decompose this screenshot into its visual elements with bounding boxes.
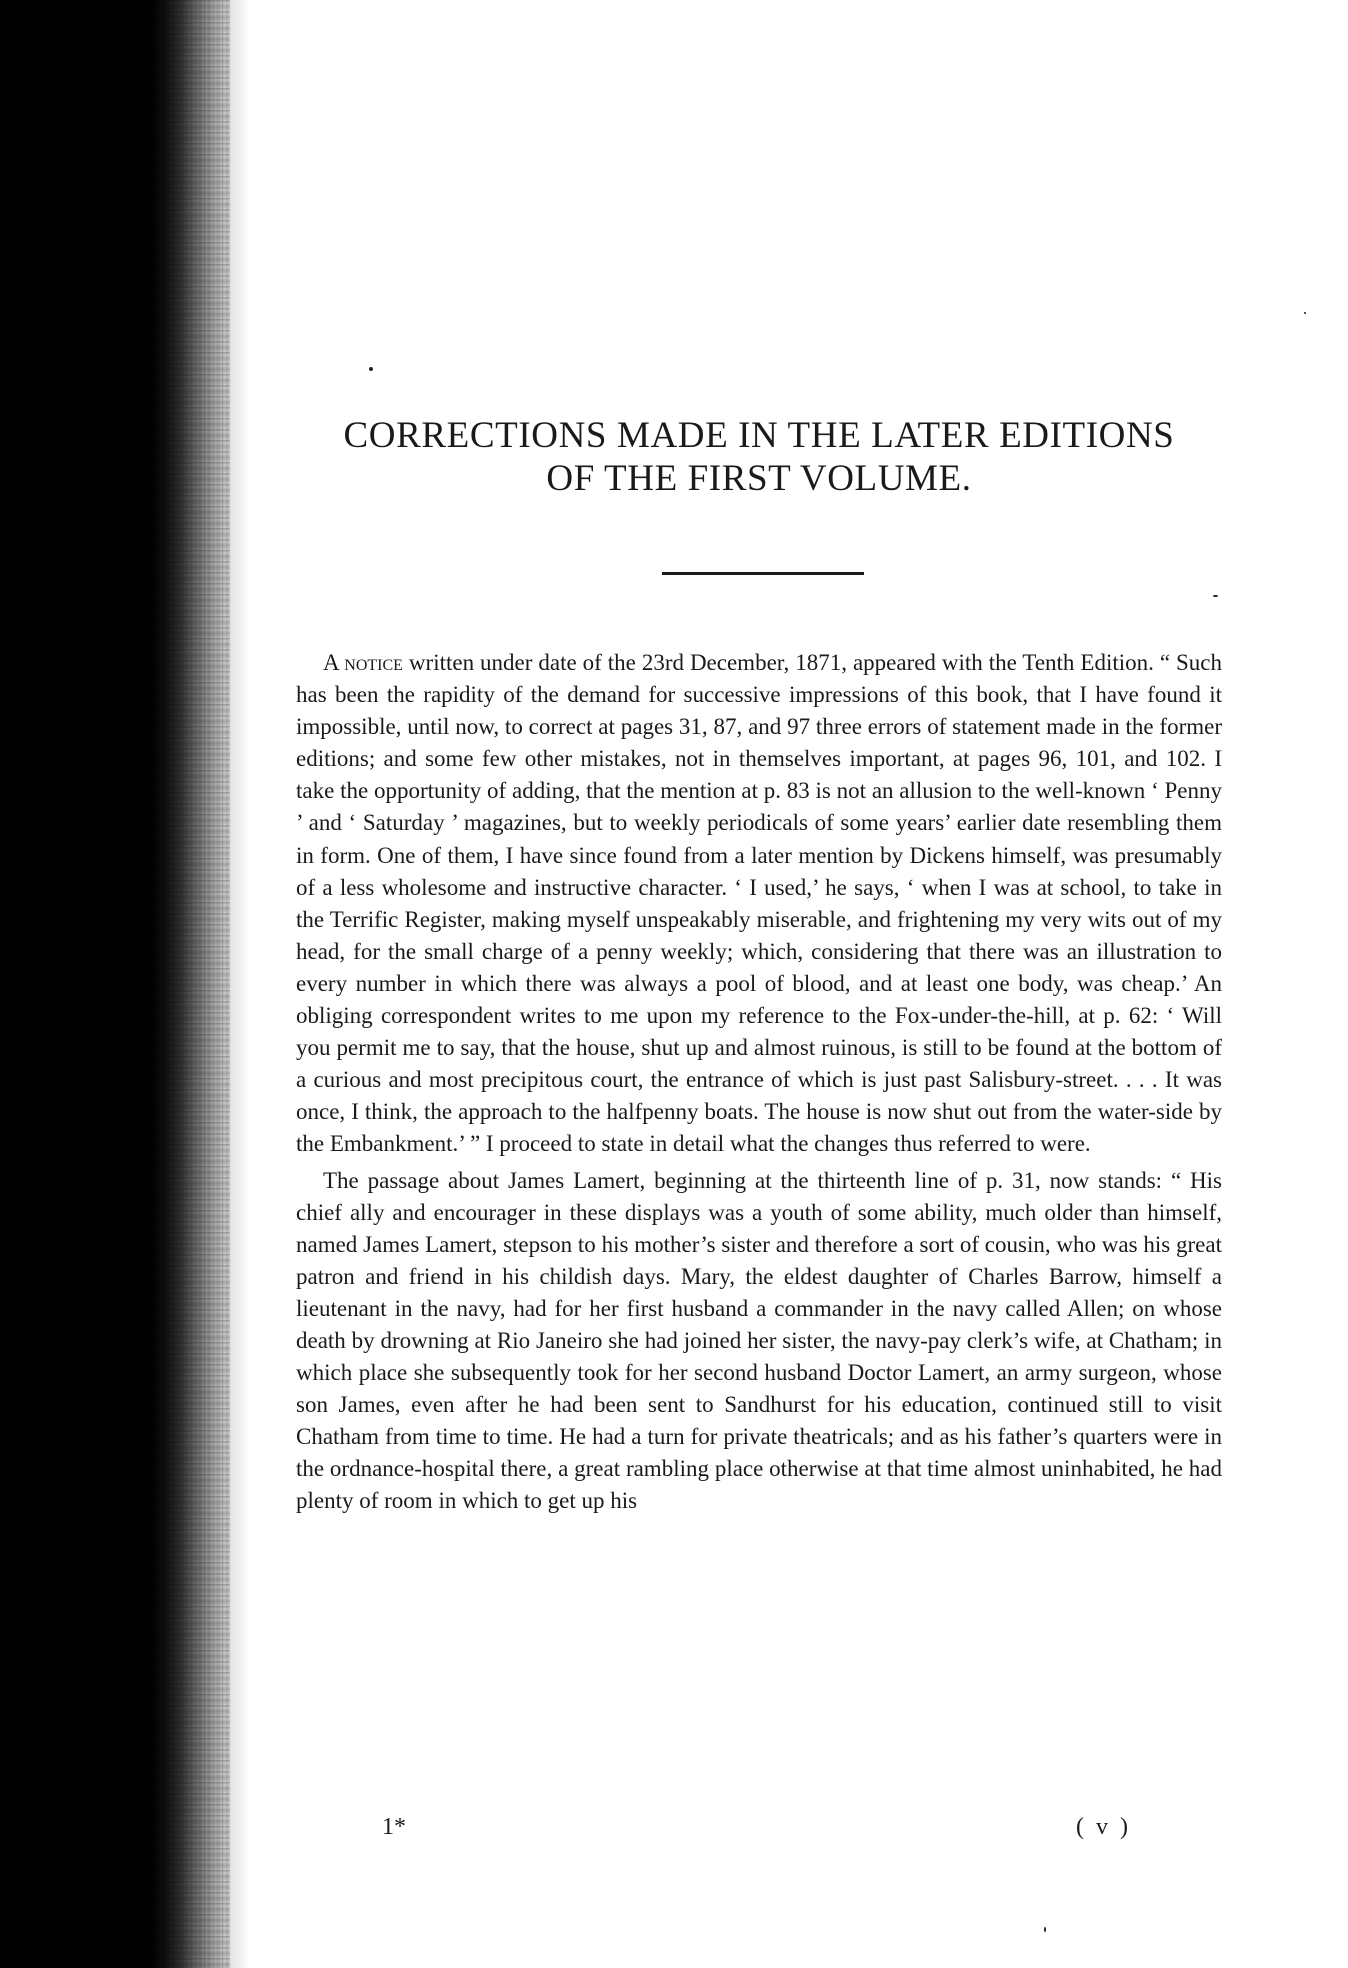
- print-speck: [1213, 595, 1218, 597]
- page-number: ( v ): [1076, 1814, 1131, 1840]
- paragraph-1: [296, 647, 1222, 1161]
- paragraph-text: written under date of the 23rd December, 1871, appeared with the Tenth Edition. “ Such has been the rapidity of the demand for successive impressions of this book, that I have found it impossible, until now, to correct at pages 31, 87, and 97 three errors of statement made in the former editions; and some few other mistakes, not in themselves important, at pages 96, 101, and 102. I take the opportunity of adding, that the mention at p. 83 is not an allusion to the well-known ‘ Penny ’ and ‘ Saturday ’ magazines, but to weekly periodicals of some years’ earlier date resembling them in form. One of them, I have since found from a later mention by Dickens himself, was presumably of a less wholesome and instructive character. ‘ I used,’ he says, ‘ when I was at school, to take in the Terrific Register, making myself unspeakably miserable, and frightening my very wits out of my head, for the small charge of a penny weekly; which, considering that there was an illustration to every number in which there was always a pool of blood, and at least one body, was cheap.’ An obliging correspondent writes to me upon my reference to the Fox-under-the-hill, at p. 62: ‘ Will you permit me to say, that the house, shut up and almost ruinous, is still to be found at the bottom of a curious and most precipitous court, the entrance of which is just past Salisbury-street. . . . It was once, I think, the approach to the halfpenny boats. The house is now shut out from the water-side by the Embankment.’ ” I proceed to state in detail what the changes thus referred to were.: [296, 650, 1222, 1157]
- signature-mark: 1*: [382, 1814, 406, 1840]
- page-title: [296, 414, 1222, 500]
- binding-gutter-texture: [150, 0, 230, 1968]
- print-speck: [1304, 312, 1306, 314]
- paragraph-text: The passage about James Lamert, beginning at the thirteenth line of p. 31, now stands: “ His chief ally and encourager in these displays was a youth of some ability, much older than himself, named James Lamert, stepson to his mother’s sister and therefore a sort of cousin, who was his great patron and friend in his childish days. Mary, the eldest daughter of Charles Barrow, himself a lieutenant in the navy, had for her first husband a commander in the navy called Allen; on whose death by drowning at Rio Janeiro she had joined her sister, the navy-pay clerk’s wife, at Chatham; in which place she subsequently took for her second husband Doctor Lamert, an army surgeon, whose son James, even after he had been sent to Sandhurst for his education, continued still to visit Chatham from time to time. He had a turn for private theatricals; and as his father’s quarters were in the ordnance-hospital there, a great rambling place otherwise at that time almost uninhabited, he had plenty of room in which to get up his: [296, 1167, 1222, 1514]
- title-divider: [662, 572, 864, 575]
- paragraph-2: [296, 1165, 1222, 1518]
- page-title-line-1: CORRECTIONS MADE IN THE LATER EDITIONS: [343, 415, 1175, 456]
- paragraph-lead: A notice: [323, 650, 403, 675]
- print-speck: [369, 367, 373, 371]
- body-text: [296, 647, 1222, 1518]
- print-speck: [1044, 1927, 1046, 1932]
- page-title-line-2: OF THE FIRST VOLUME.: [546, 458, 972, 499]
